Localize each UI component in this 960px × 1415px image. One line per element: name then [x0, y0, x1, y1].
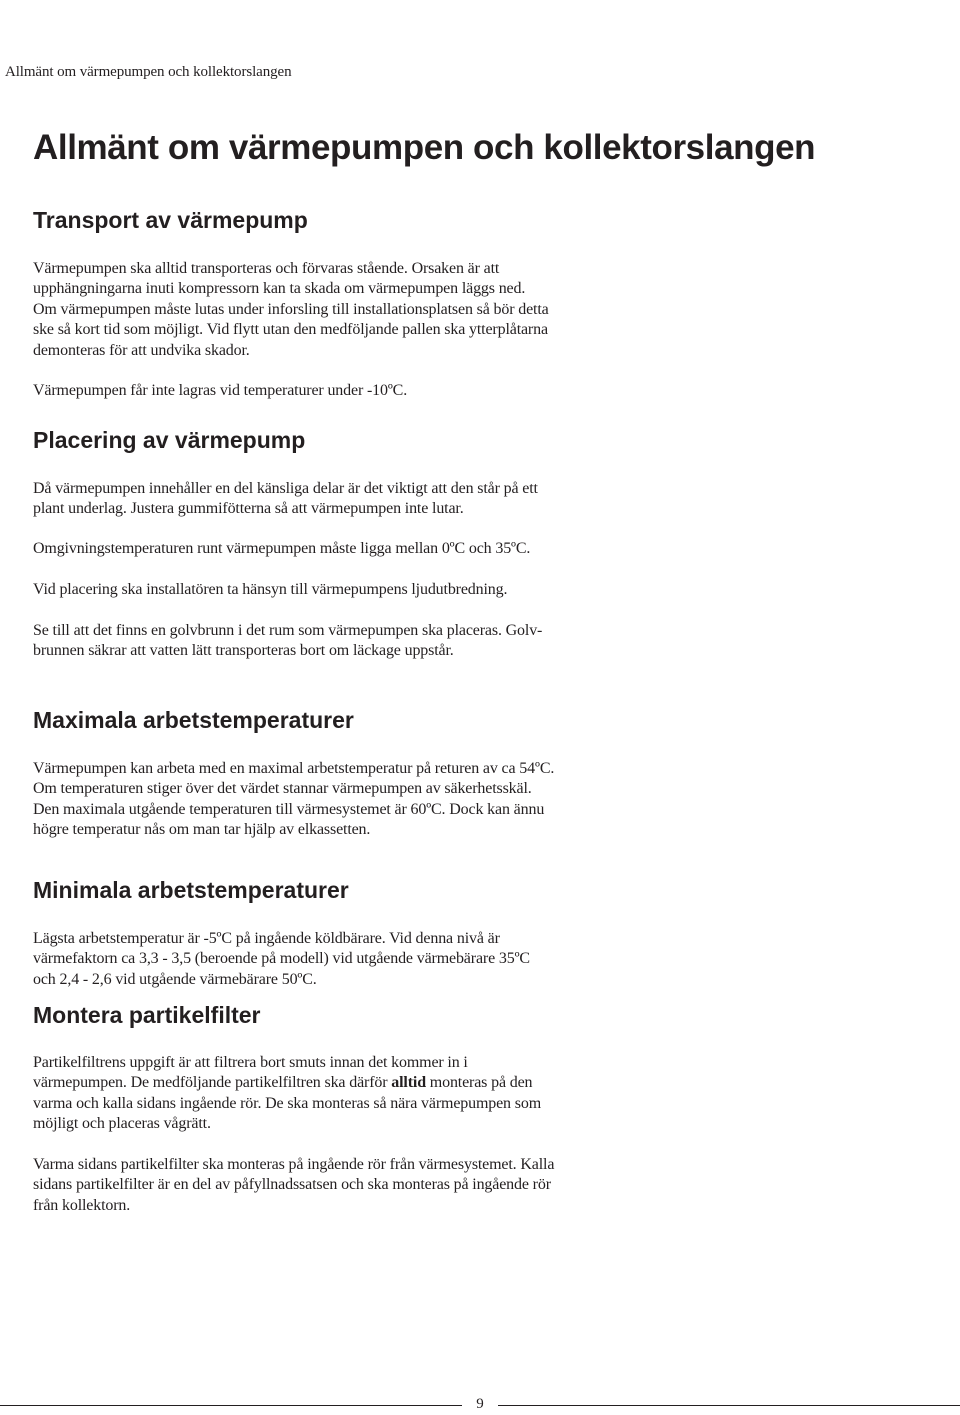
text-line: Vid placering ska installatören ta hänsyn till värmepumpens ljudutbredning.	[33, 581, 508, 598]
footer-rule-right	[498, 1405, 960, 1406]
text-line: varma och kalla sidans ingående rör. De ska monteras så nära värmepumpen som	[33, 1094, 541, 1112]
text-line: Om värmepumpen måste lutas under inforsling till installationsplatsen så bör detta	[33, 300, 549, 318]
text-line: möjligt och placeras vågrätt.	[33, 1115, 211, 1133]
heading-maximala: Maximala arbetstemperaturer	[33, 707, 354, 733]
running-header: Allmänt om värmepumpen och kollektorslangen	[5, 64, 292, 80]
text-line: Omgivningstemperaturen runt värmepumpen måste ligga mellan 0ºC och 35ºC.	[33, 540, 531, 557]
text-line: och 2,4 - 2,6 vid utgående värmebärare 50ºC.	[33, 970, 317, 988]
heading-transport: Transport av värmepump	[33, 207, 308, 233]
text-line: Om temperaturen stiger över det värdet stannar värmepumpen av säkerhetsskäl.	[33, 780, 532, 798]
text-segment: monteras på den	[425, 1074, 533, 1092]
text-line: högre temperatur nås om man tar hjälp av elkassetten.	[33, 821, 371, 839]
text-line: Värmepumpen ska alltid transporteras och förvaras stående. Orsaken är att	[33, 260, 500, 277]
text-line-with-emphasis	[33, 1073, 673, 1093]
text-line: demonteras för att undvika skador.	[33, 341, 250, 359]
heading-placering: Placering av värmepump	[33, 427, 306, 453]
page-title: Allmänt om värmepumpen och kollektorslangen	[33, 128, 816, 167]
page-number: 9	[476, 1396, 484, 1412]
paragraph-placering-3	[33, 580, 673, 600]
text-line: ske så kort tid som möjligt. Vid flytt utan den medföljande pallen ska ytterplåtarna	[33, 321, 548, 339]
footer-rule-left	[0, 1405, 462, 1406]
text-segment: värmepumpen. De medföljande partikelfiltren ska därför	[33, 1074, 392, 1092]
text-line: Den maximala utgående temperaturen till värmesystemet är 60ºC. Dock kan ännu	[33, 800, 545, 818]
paragraph-transport-1	[33, 259, 673, 361]
text-line: Då värmepumpen innehåller en del känsliga delar är det viktigt att den står på ett	[33, 480, 538, 497]
heading-minimala: Minimala arbetstemperaturer	[33, 877, 349, 903]
paragraph-maximala	[33, 759, 673, 841]
text-line: plant underlag. Justera gummifötterna så att värmepumpen inte lutar.	[33, 500, 464, 518]
text-line: upphängningarna inuti kompressorn kan ta skada om värmepumpen läggs ned.	[33, 280, 526, 298]
text-line: Se till att det finns en golvbrunn i det rum som värmepumpen ska placeras. Golv-	[33, 622, 543, 639]
text-line: brunnen säkrar att vatten lätt transporteras bort om läckage uppstår.	[33, 642, 454, 660]
emphasis-alltid: alltid	[391, 1074, 426, 1092]
paragraph-placering-2	[33, 539, 673, 559]
paragraph-placering-4	[33, 621, 673, 662]
text-line: Värmepumpen får inte lagras vid temperaturer under -10ºC.	[33, 382, 408, 399]
text-line: Värmepumpen kan arbeta med en maximal arbetstemperatur på returen av ca 54ºC.	[33, 760, 555, 777]
text-line: Lägsta arbetstemperatur är -5ºC på ingående köldbärare. Vid denna nivå är	[33, 930, 500, 947]
paragraph-placering-1	[33, 479, 673, 520]
text-line: Varma sidans partikelfilter ska monteras på ingående rör från värmesystemet. Kalla	[33, 1156, 555, 1173]
text-line: värmefaktorn ca 3,3 - 3,5 (beroende på modell) vid utgående värmebärare 35ºC	[33, 950, 530, 968]
text-line: sidans partikelfilter är en del av påfyllnadssatsen och ska monteras på ingående rör	[33, 1176, 551, 1194]
paragraph-minimala	[33, 929, 673, 990]
text-line: från kollektorn.	[33, 1196, 131, 1214]
paragraph-partikelfilter-1	[33, 1053, 673, 1135]
heading-partikelfilter: Montera partikelfilter	[33, 1002, 261, 1028]
paragraph-partikelfilter-2	[33, 1155, 673, 1216]
text-line: Partikelfiltrens uppgift är att filtrera bort smuts innan det kommer in i	[33, 1054, 468, 1071]
paragraph-transport-2	[33, 381, 673, 401]
